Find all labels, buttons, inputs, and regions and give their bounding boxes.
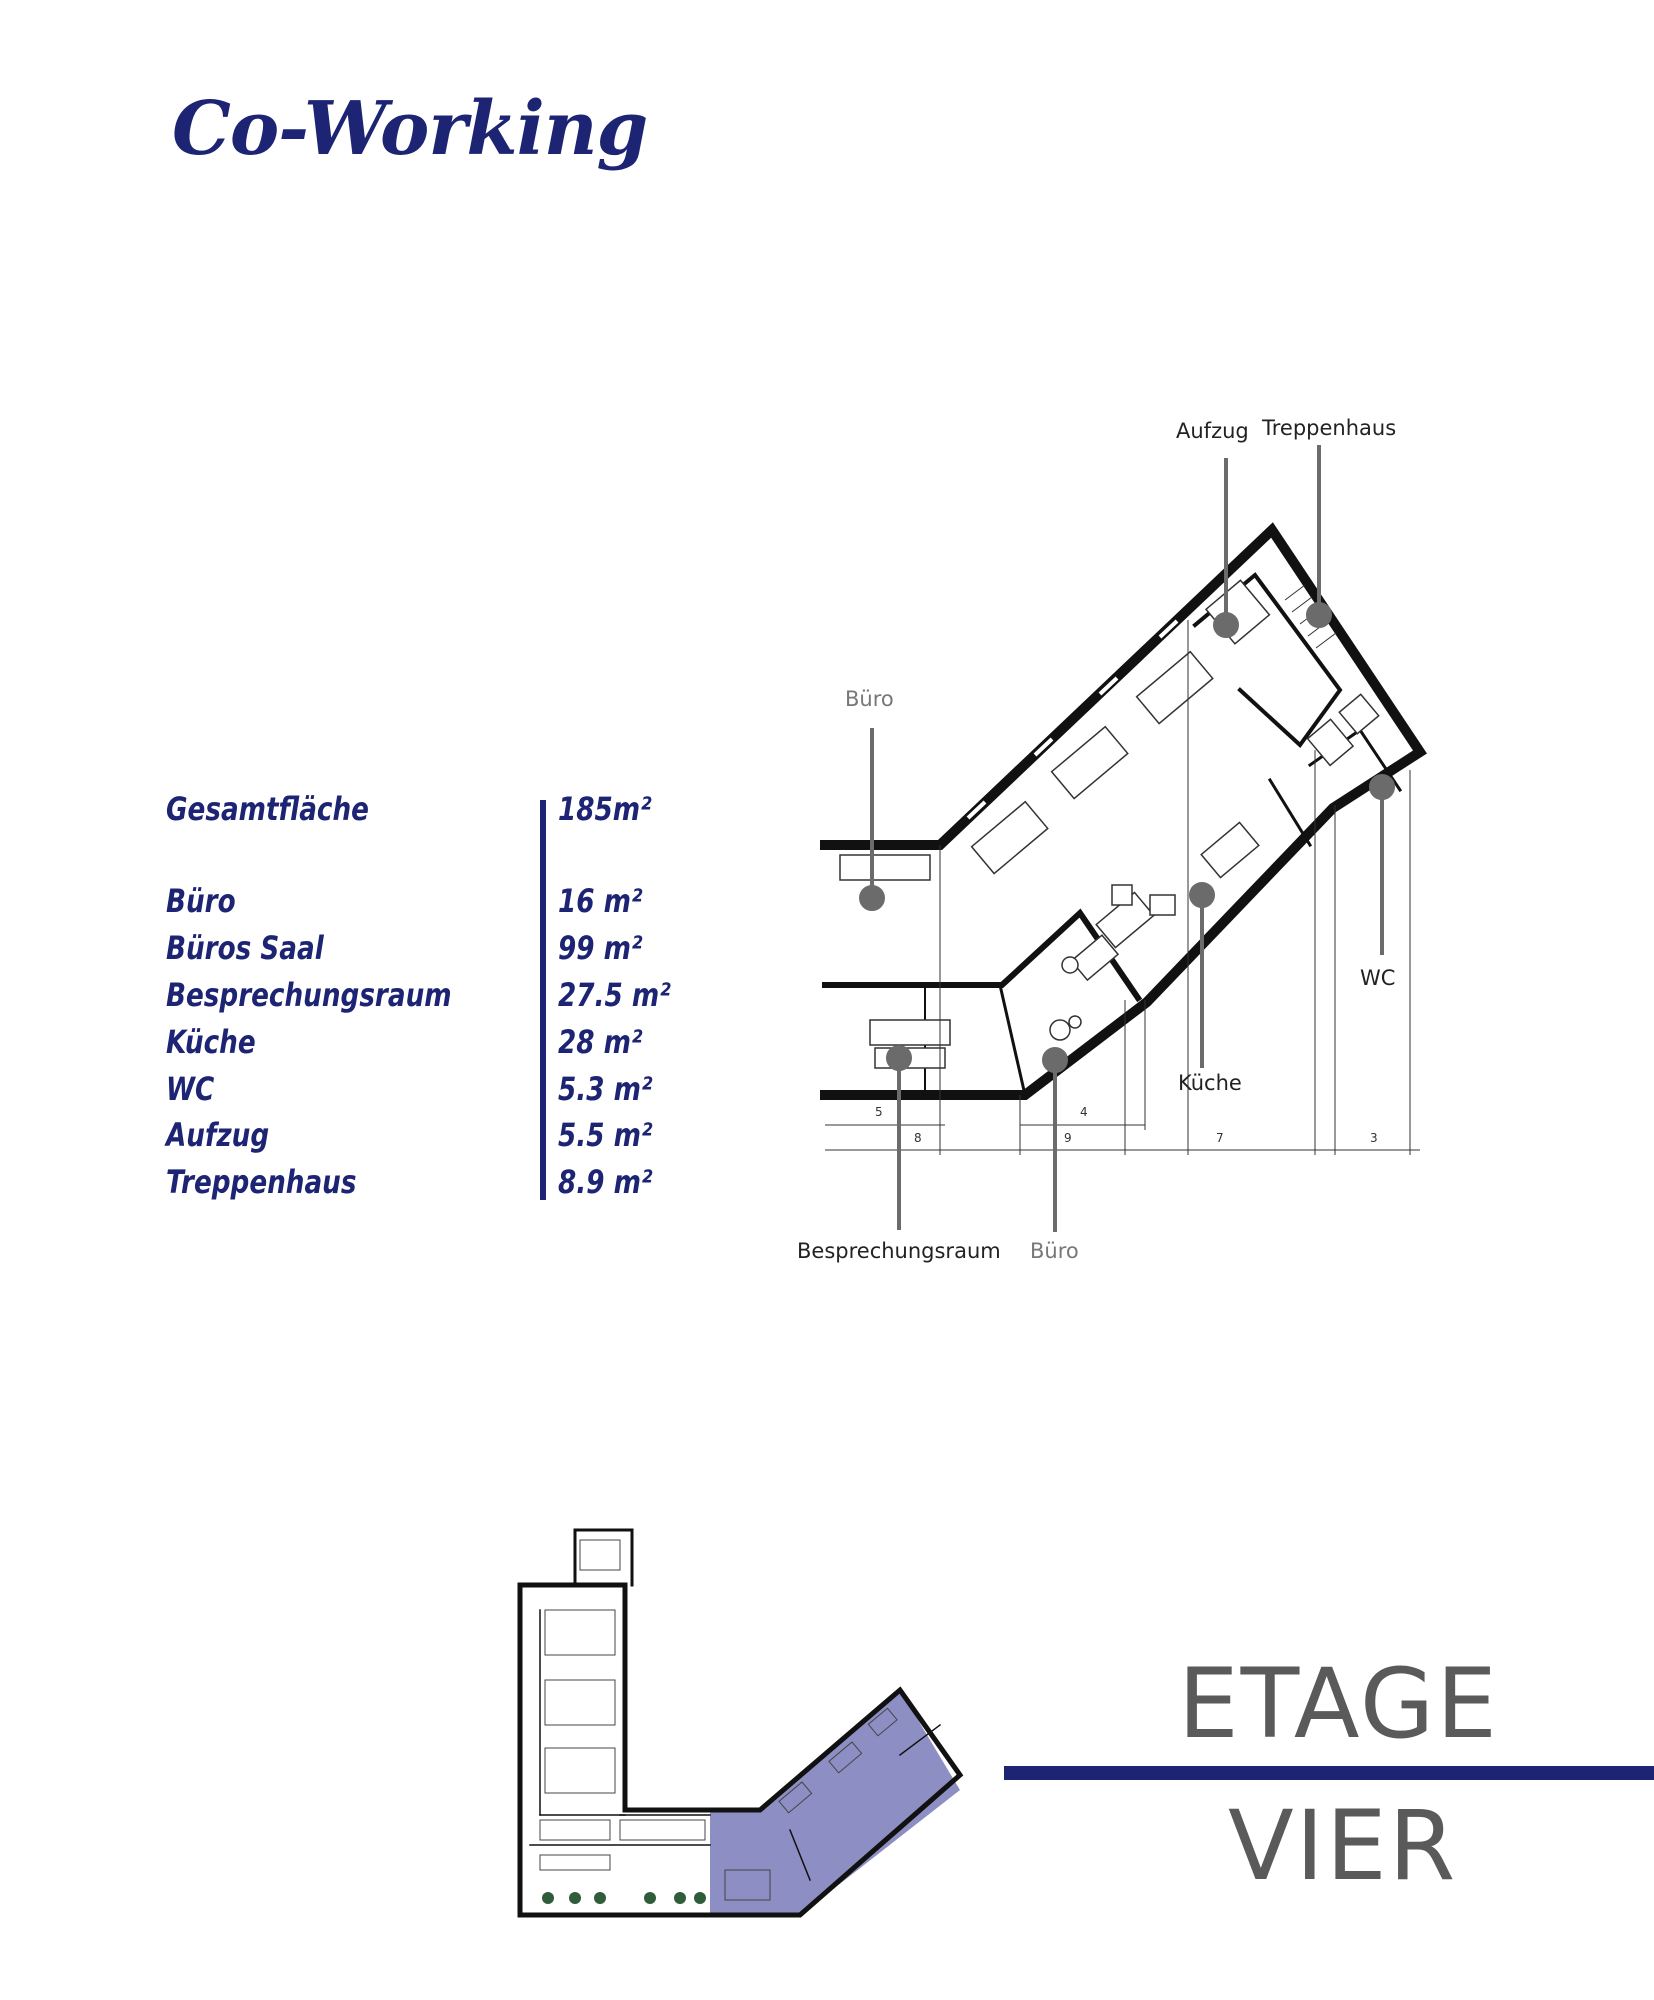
area-value: 8.9 m² — [558, 1163, 653, 1201]
label-wc: WC — [1360, 966, 1396, 990]
area-value: 16 m² — [558, 882, 643, 920]
area-label: Besprechungsraum — [166, 976, 452, 1014]
dimension-label: 3 — [1370, 1131, 1378, 1145]
label-kueche: Küche — [1178, 1071, 1242, 1095]
page-title: Co-Working — [172, 86, 648, 172]
area-value: 28 m² — [558, 1023, 643, 1061]
label-buero-top: Büro — [845, 687, 894, 711]
dimension-label: 5 — [875, 1105, 883, 1119]
floor-label-line1: ETAGE — [1178, 1648, 1499, 1760]
area-label: WC — [166, 1070, 215, 1108]
area-label: Küche — [166, 1023, 256, 1061]
label-aufzug: Aufzug — [1176, 419, 1249, 443]
area-label: Aufzug — [166, 1116, 270, 1154]
dimension-label: 8 — [914, 1131, 922, 1145]
dimension-label: 4 — [1080, 1105, 1088, 1119]
label-besprechungsraum: Besprechungsraum — [797, 1239, 1001, 1263]
area-value: 5.3 m² — [558, 1070, 653, 1108]
area-value: 27.5 m² — [558, 976, 671, 1014]
area-value: 5.5 m² — [558, 1116, 653, 1154]
area-label: Büros Saal — [166, 929, 324, 967]
label-buero-bottom: Büro — [1030, 1239, 1079, 1263]
area-value: 99 m² — [558, 929, 643, 967]
dimension-label: 7 — [1216, 1131, 1224, 1145]
label-treppenhaus: Treppenhaus — [1262, 416, 1397, 440]
floor-label-rule — [1004, 1766, 1654, 1780]
overview-plan — [520, 1530, 960, 1915]
area-value: 185m² — [558, 790, 652, 828]
dimension-label: 9 — [1064, 1131, 1072, 1145]
area-label: Gesamtfläche — [166, 790, 369, 828]
floor-label-line2: VIER — [1228, 1790, 1458, 1902]
area-label: Treppenhaus — [166, 1163, 357, 1201]
area-label: Büro — [166, 882, 236, 920]
